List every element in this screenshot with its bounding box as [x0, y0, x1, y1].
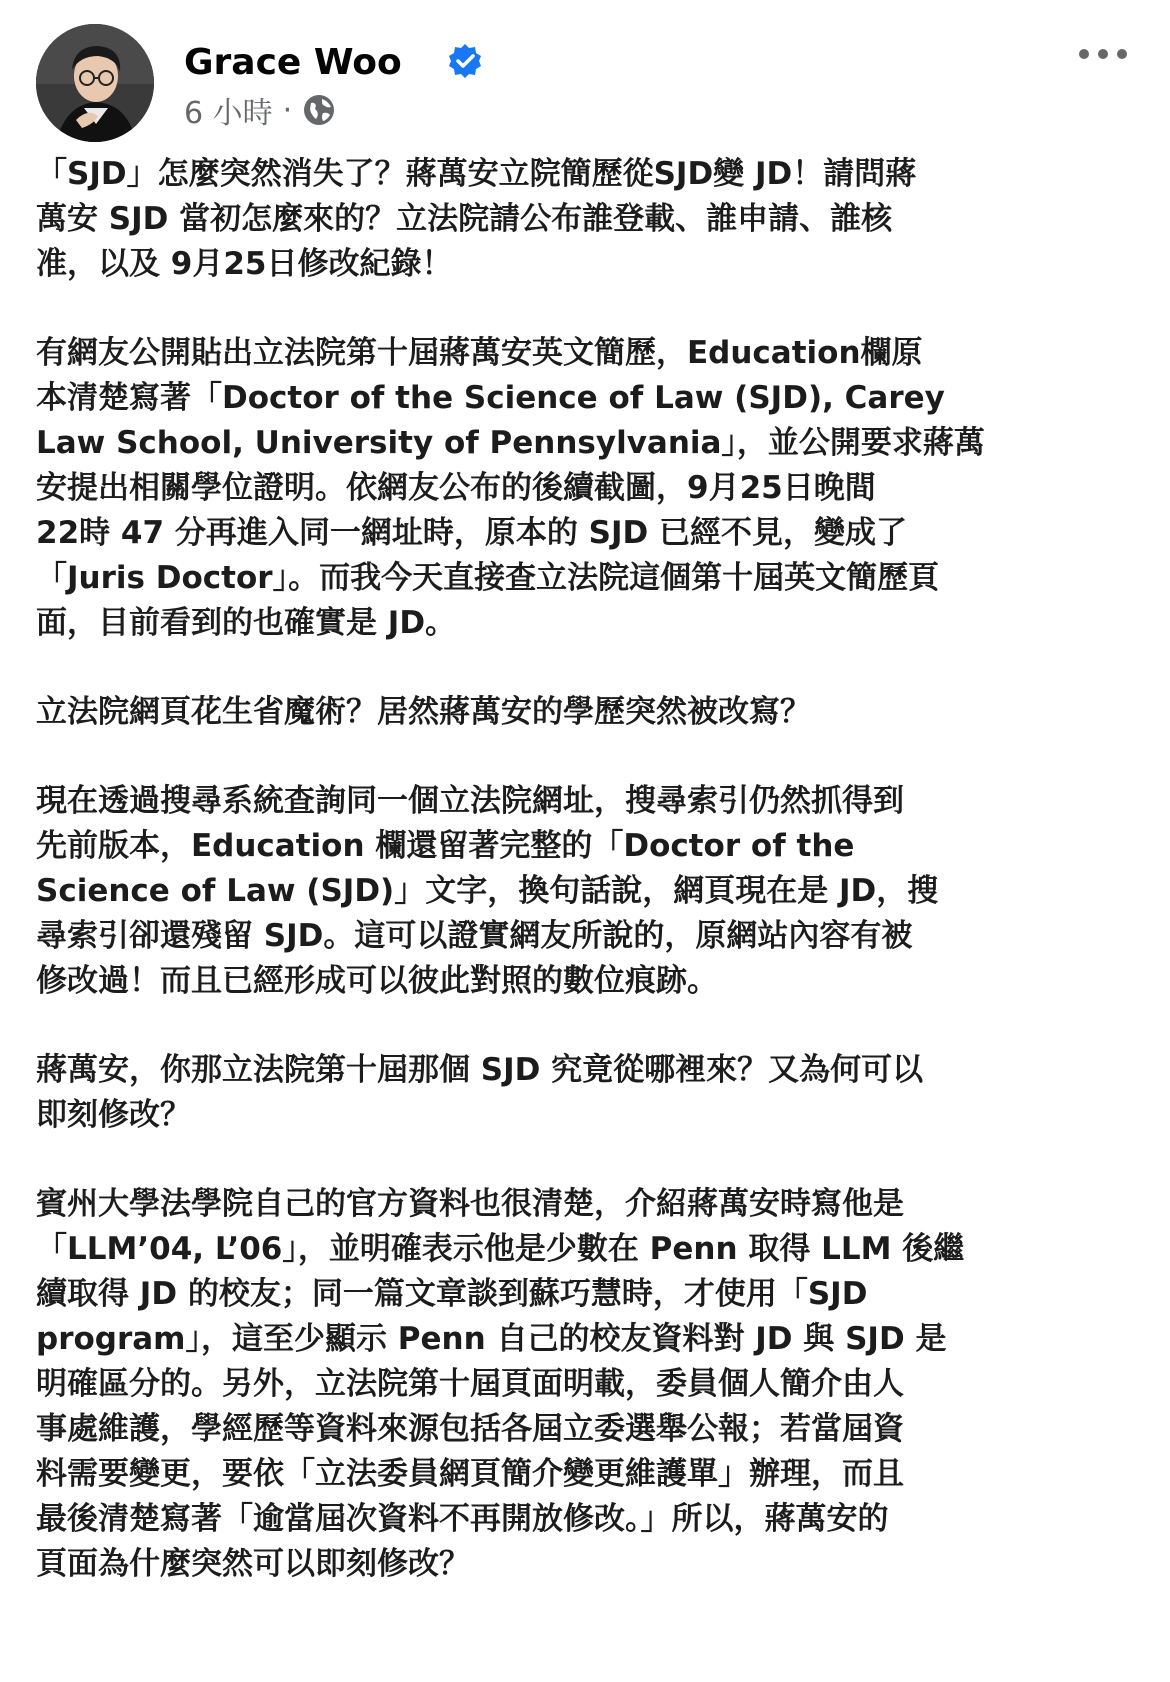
post-paragraph: 「SJD」怎麼突然消失了？蔣萬安立院簡歷從SJD變 JD！請問蔣 萬安 SJD 當初怎麼來的？立法院請公布誰登載、誰申請、誰核 准，以及 9月25日修改紀錄！ — [36, 156, 917, 282]
bottom-fade — [0, 1668, 1170, 1682]
author-name[interactable]: Grace Woo — [184, 42, 402, 83]
avatar[interactable] — [36, 24, 154, 142]
post-paragraph: 立法院網頁花生省魔術？居然蔣萬安的學歷突然被改寫？ — [36, 694, 811, 730]
post-body — [36, 152, 1136, 1587]
post-meta — [184, 90, 336, 130]
post-paragraph: 有網友公開貼出立法院第十屆蔣萬安英文簡歷，Education欄原 本清楚寫著「Doctor of the Science of Law (SJD), Carey Law School, University of Pennsylvania」，並公開要求蔣萬 安提出相關學位證明。依網友公布的後續截圖，9月25日晚間 22時 47 分再進入同一網址時，原本的 SJD 已經不見，變成了 「Juris Doctor」。而我今天直接查立法院這個第十屆英文簡歷頁 面，目前看到的也確實是 JD。 — [36, 335, 985, 641]
post-timestamp[interactable]: 6 小時 — [184, 96, 273, 131]
post-paragraph: 賓州大學法學院自己的官方資料也很清楚，介紹蔣萬安時寫他是 「LLM’04, L’06」，並明確表示他是少數在 Penn 取得 LLM 後繼 續取得 JD 的校友；同一篇文章談到蘇巧慧時，才使用「SJD program」，這至少顯示 Penn 自己的校友資料對 JD 與 SJD 是 明確區分的。另外，立法院第十屆頁面明載，委員個人簡介由人 事處維護，學經歷等資料來源包括各屆立委選舉公報；若當屆資 料需要變更，要依「立法委員網頁簡介變更維護單」辦理，而且 最後清楚寫著「逾當屆次資料不再開放修改。」所以，蔣萬安的 頁面為什麼突然可以即刻修改？ — [36, 1186, 965, 1582]
meta-separator: · — [282, 92, 293, 128]
post-paragraph: 蔣萬安，你那立法院第十屆那個 SJD 究竟從哪裡來？又為何可以 即刻修改？ — [36, 1052, 924, 1133]
more-options-icon[interactable] — [1074, 34, 1134, 74]
post-header — [36, 24, 1134, 142]
globe-icon[interactable] — [302, 93, 336, 127]
avatar-portrait — [36, 24, 154, 142]
post-paragraph: 現在透過搜尋系統查詢同一個立法院網址，搜尋索引仍然抓得到 先前版本，Education 欄還留著完整的「Doctor of the Science of Law (SJD)」文字，換句話說，網頁現在是 JD，搜 尋索引卻還殘留 SJD。這可以證實網友所說的，原網站內容有被 修改過！而且已經形成可以彼此對照的數位痕跡。 — [36, 783, 939, 999]
verified-badge-icon — [446, 42, 484, 80]
